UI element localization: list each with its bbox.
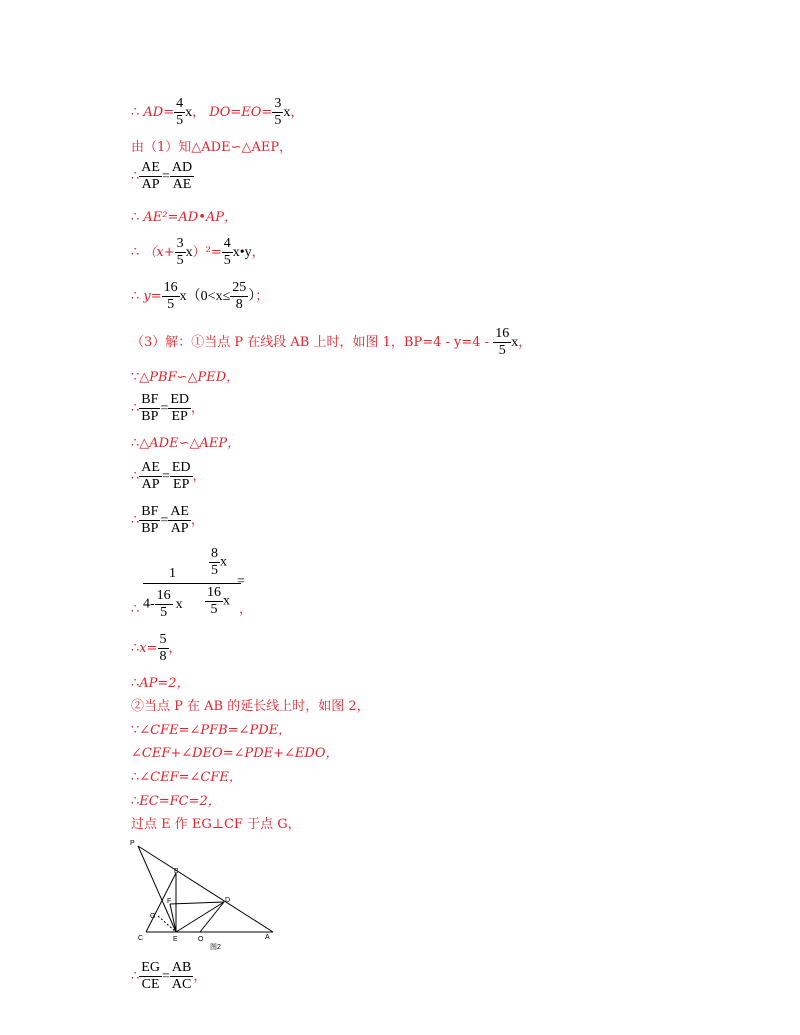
line-equation-xy: ∴ （x+ $\frac{3}{5}$ x）²= $\frac{4}{5}$ x•y， [131, 236, 265, 268]
label-a: A [265, 934, 270, 941]
figure-caption: 图2 [210, 944, 221, 951]
geometry-figure-2 [128, 836, 278, 954]
line-angle-3: ∴∠CEF=∠CFE， [131, 770, 242, 785]
line-similar-1: 由（1）知△ADE∽△AEP， [131, 140, 293, 155]
label-c: C [138, 935, 144, 942]
line-similar-pbf: ∵△PBF∽△PED， [131, 370, 240, 385]
label-e: E [173, 936, 178, 943]
line-case-2: ②当点 P 在 AB 的延长线上时，如图 2， [131, 699, 370, 714]
line-angle-1: ∵∠CFE=∠PFB=∠PDE， [131, 723, 292, 738]
fraction-ad-ae: $\frac{AD}{AE}$ [171, 160, 193, 192]
line-ae-squared: ∴ AE²=AD•AP， [131, 210, 238, 225]
label-o: O [198, 936, 204, 943]
line-y-function: ∴ y= $\frac{16}{5}$ x（0<x≤ $\frac{25}{8}$ ）； [131, 280, 269, 312]
line-perpendicular: 过点 E 作 EG⊥CF 于点 G， [131, 817, 301, 832]
fraction-3-5: $\frac{3}{5}$ [274, 96, 282, 128]
line-part-3: （3）解：①当点 P 在线段 AB 上时，如图 1，BP=4 - y=4 - $\frac{16}{5}$ x， [131, 326, 532, 358]
label-p: P [130, 840, 135, 847]
line-ap: ∴AP=2， [131, 676, 190, 691]
line-ratio-eg: ∴ $\frac{EG}{CE}$ = $\frac{AB}{AC}$ ， [131, 960, 207, 992]
label-b: B [174, 868, 179, 875]
line-ratio-1: ∴ $\frac{AE}{AP}$ = $\frac{AD}{AE}$ [131, 160, 193, 192]
line-ad-do: ∴ AD= $\frac{4}{5}$ x， DO=EO= $\frac{3}{5}$ x， [131, 96, 304, 128]
line-ratio-bf-ae: ∴ $\frac{BF}{BP}$ = $\frac{AE}{AP}$ ， [131, 504, 204, 536]
label-g: G [150, 913, 156, 920]
label-d: D [225, 897, 231, 904]
line-x-value: ∴x= $\frac{5}{8}$ ， [131, 632, 182, 664]
fraction-4-5: $\frac{4}{5}$ [176, 96, 184, 128]
line-ratio-bf: ∴ $\frac{BF}{BP}$ = $\frac{ED}{EP}$ ， [131, 392, 204, 424]
line-angle-2: ∠CEF+∠DEO=∠PDE+∠EDO， [131, 746, 339, 761]
line-ratio-ae: ∴ $\frac{AE}{AP}$ = $\frac{ED}{EP}$ ， [131, 460, 206, 492]
therefore-symbol: ∴ [131, 105, 140, 120]
line-ec-fc: ∴EC=FC=2， [131, 794, 221, 809]
line-similar-ade: ∴△ADE∽△AEP， [131, 436, 241, 451]
fraction-ae-ap: $\frac{AE}{AP}$ [141, 160, 160, 192]
label-f: F [167, 898, 172, 905]
